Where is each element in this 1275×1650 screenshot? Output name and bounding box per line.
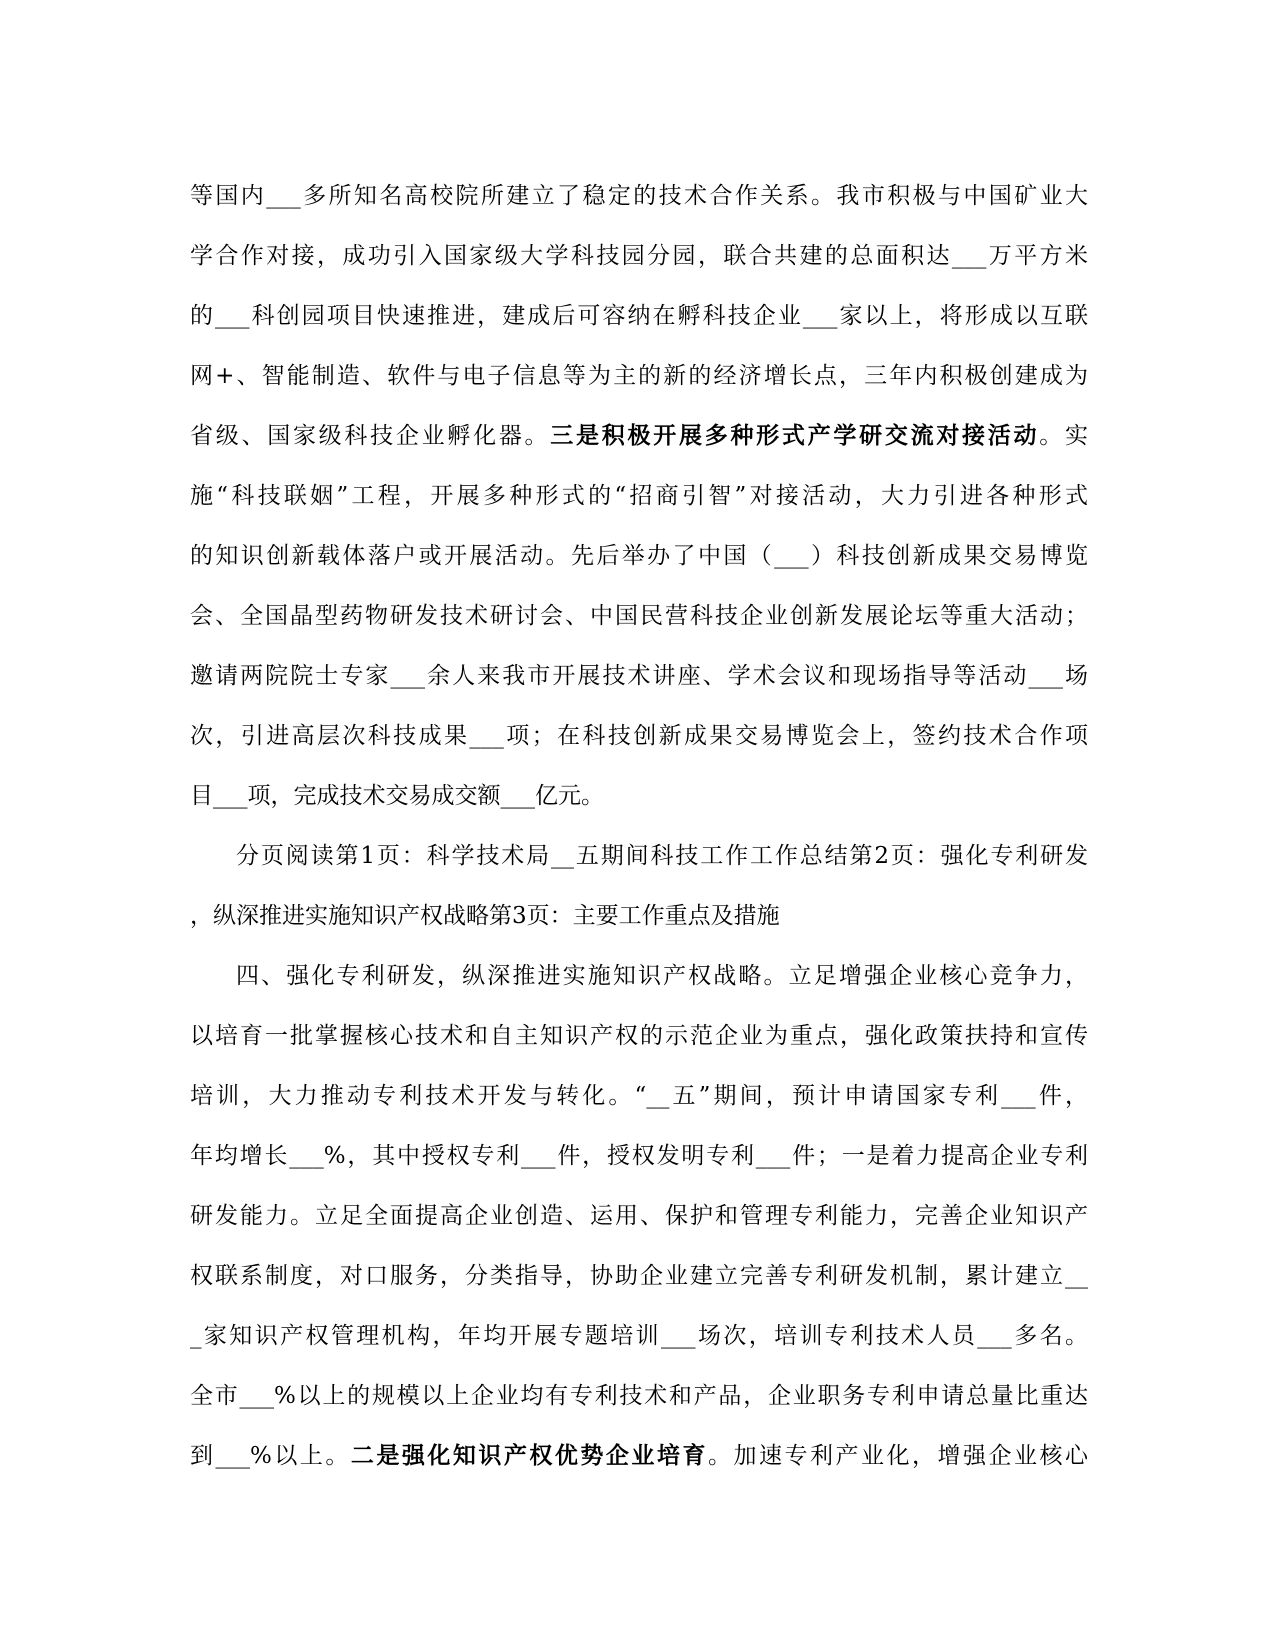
page-navigation-line: 分页阅读第1页：科学技术局__五期间科技工作工作总结第2页：强化专利研发 [236, 843, 1088, 869]
text-line [190, 1426, 1088, 1486]
bold-heading-two: 二是强化知识产权优势企业培育 [350, 1442, 708, 1469]
text-line: 次，引进高层次科技成果___项；在科技创新成果交易博览会上，签约技术合作项 [190, 723, 1088, 749]
text-line: 四、强化专利研发，纵深推进实施知识产权战略。立足增强企业核心竞争力， [236, 963, 1088, 989]
text-run: 。实 [1039, 423, 1089, 449]
text-line: 研发能力。立足全面提高企业创造、运用、保护和管理专利能力，完善企业知识产 [190, 1203, 1088, 1229]
text-line: 施“科技联姻”工程，开展多种形式的“招商引智”对接活动，大力引进各种形式 [190, 483, 1088, 509]
text-line: 的知识创新载体落户或开展活动。先后举办了中国（___）科技创新成果交易博览 [190, 543, 1088, 569]
text-line: 等国内___多所知名高校院所建立了稳定的技术合作关系。我市积极与中国矿业大 [190, 183, 1088, 209]
text-run: 到___%以上。 [190, 1443, 351, 1469]
text-line: 学合作对接，成功引入国家级大学科技园分园，联合共建的总面积达___万平方米 [190, 243, 1088, 269]
text-line: 权联系制度，对口服务，分类指导，协助企业建立完善专利研发机制，累计建立__ [190, 1263, 1088, 1289]
text-line: 会、全国晶型药物研发技术研讨会、中国民营科技企业创新发展论坛等重大活动； [190, 603, 1088, 629]
text-line: 邀请两院院士专家___余人来我市开展技术讲座、学术会议和现场指导等活动___场 [190, 663, 1088, 689]
text-line: _家知识产权管理机构，年均开展专题培训___场次，培训专利技术人员___多名。 [190, 1323, 1088, 1349]
paragraph-patent-strategy [190, 946, 1088, 1486]
text-line: 网+、智能制造、软件与电子信息等为主的新的经济增长点，三年内积极创建成为 [190, 363, 1088, 389]
paragraph-page-navigation [190, 826, 1088, 946]
text-line: 以培育一批掌握核心技术和自主知识产权的示范企业为重点，强化政策扶持和宣传 [190, 1023, 1088, 1049]
text-run: 。加速专利产业化，增强企业核心 [707, 1443, 1089, 1469]
text-line: 目___项，完成技术交易成交额___亿元。 [190, 783, 604, 809]
text-line: 年均增长___%，其中授权专利___件，授权发明专利___件；一是着力提高企业专利 [190, 1143, 1088, 1169]
text-run: 省级、国家级科技企业孵化器。 [190, 423, 551, 449]
text-line [190, 406, 1088, 466]
bold-heading-three: 三是积极开展多种形式产学研交流对接活动 [550, 422, 1040, 449]
text-line: 全市___%以上的规模以上企业均有专利技术和产品，企业职务专利申请总量比重达 [190, 1383, 1088, 1409]
document-page [190, 166, 1088, 1486]
paragraph-tech-cooperation [190, 166, 1088, 826]
text-line: 培训，大力推动专利技术开发与转化。“__五”期间，预计申请国家专利___件， [190, 1083, 1088, 1109]
page-navigation-line: ，纵深推进实施知识产权战略第3页：主要工作重点及措施 [190, 903, 780, 929]
text-line: 的___科创园项目快速推进，建成后可容纳在孵科技企业___家以上，将形成以互联 [190, 303, 1088, 329]
